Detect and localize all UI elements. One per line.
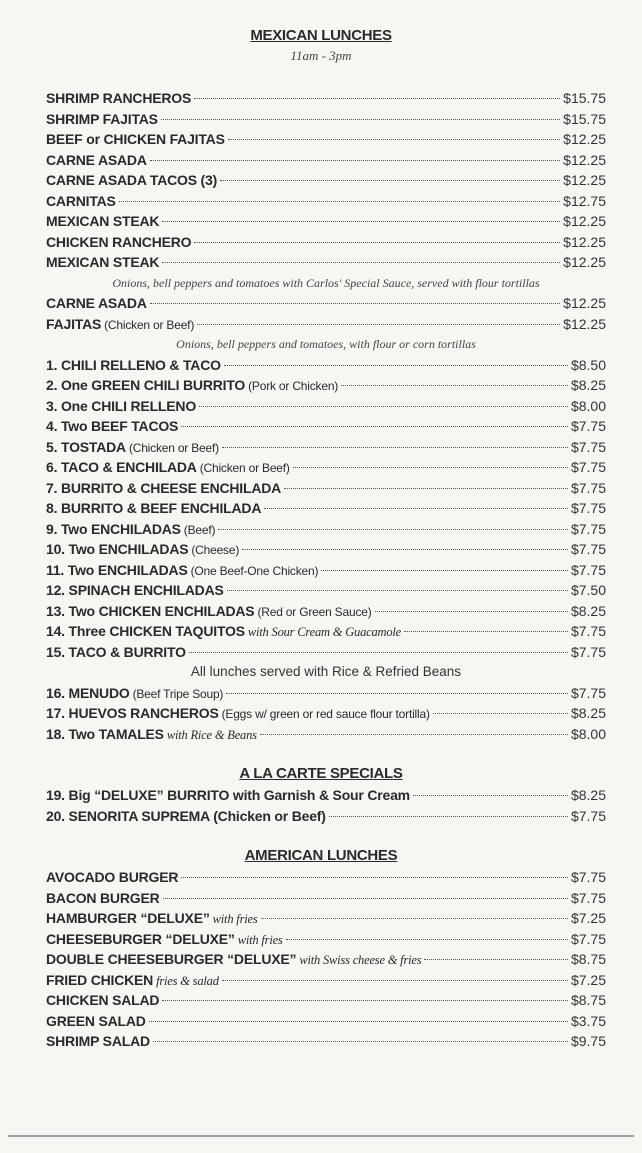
- item-description: (Beef): [183, 522, 216, 537]
- dot-leader: [286, 939, 568, 940]
- dot-leader: [222, 980, 568, 981]
- menu-item: [46, 642, 606, 663]
- item-price: $7.25: [570, 910, 606, 926]
- item-name: HAMBURGER “DELUXE”: [46, 910, 210, 926]
- menu-item: [46, 601, 606, 622]
- dot-leader: [189, 652, 568, 653]
- menu-item: [46, 498, 606, 519]
- dot-leader: [162, 262, 560, 263]
- item-description: (Chicken or Beef): [104, 317, 195, 332]
- item-name: CARNE ASADA: [46, 295, 147, 311]
- dot-leader: [424, 959, 568, 960]
- item-price: $8.25: [570, 705, 606, 721]
- item-name: 10. Two ENCHILADAS: [46, 541, 189, 557]
- item-name: BACON BURGER: [46, 889, 160, 906]
- dot-leader: [197, 324, 560, 325]
- menu-item: [46, 437, 606, 458]
- item-name: CHICKEN SALAD: [46, 992, 160, 1008]
- item-price: $15.75: [563, 110, 606, 127]
- item-price: $12.25: [563, 131, 606, 147]
- item-price: $7.75: [570, 479, 606, 496]
- item-name: SHRIMP FAJITAS: [46, 110, 158, 127]
- item-name: 3. One CHILI RELLENO: [46, 397, 197, 414]
- item-price: $8.00: [570, 725, 606, 742]
- dot-leader: [228, 139, 560, 140]
- item-description: with fries: [212, 912, 258, 926]
- menu-item: [46, 252, 606, 273]
- dot-leader: [149, 1021, 568, 1022]
- item-description: (Eggs w/ green or red sauce flour tortilla): [221, 707, 430, 721]
- item-price: $7.75: [570, 520, 606, 537]
- menu-item: [46, 621, 606, 642]
- item-price: $7.75: [570, 807, 606, 824]
- item-price: $9.75: [570, 1033, 606, 1049]
- menu-item: [46, 1031, 606, 1052]
- item-name: 8. BURRITO & BEEF ENCHILADA: [46, 500, 262, 516]
- item-price: $8.25: [570, 377, 606, 393]
- item-price: $8.25: [570, 787, 606, 803]
- dot-leader: [261, 918, 568, 919]
- item-description: (Cheese): [191, 543, 240, 557]
- item-name: 1. CHILI RELLENO & TACO: [46, 356, 221, 373]
- dot-leader: [162, 221, 560, 222]
- menu-item: [46, 970, 606, 991]
- item-name: 12. SPINACH ENCHILADAS: [46, 582, 224, 598]
- menu-item: [46, 314, 606, 335]
- item-price: $12.25: [563, 315, 606, 332]
- dot-leader: [194, 242, 560, 243]
- item-price: $7.75: [570, 643, 606, 660]
- menu-note: All lunches served with Rice & Refried Beans: [190, 664, 462, 679]
- menu-item: [46, 990, 606, 1011]
- menu-item: [46, 806, 606, 827]
- menu-item: [46, 457, 606, 478]
- item-price: $7.75: [570, 418, 606, 434]
- item-description: fries & salad: [156, 973, 219, 988]
- menu-item: [46, 867, 606, 888]
- dot-leader: [260, 734, 568, 735]
- menu-item: [46, 355, 606, 376]
- menu-item: [46, 929, 606, 950]
- item-price: $8.25: [570, 602, 606, 619]
- item-name: 16. MENUDO: [46, 684, 130, 701]
- item-name: CHICKEN RANCHERO: [46, 233, 192, 250]
- menu-item: [46, 560, 606, 581]
- item-name: 2. One GREEN CHILI BURRITO: [46, 377, 246, 393]
- item-price: $8.75: [570, 992, 606, 1008]
- item-price: $7.75: [570, 623, 606, 639]
- item-name: 9. Two ENCHILADAS: [46, 520, 181, 537]
- menu-note: Onions, bell peppers and tomatoes with Carlos' Special Sauce, served with flour tortillas: [112, 275, 540, 290]
- menu-item: [46, 191, 606, 212]
- item-name: 19. Big “DELUXE” BURRITO with Garnish & Sour Cream: [46, 787, 410, 803]
- dot-leader: [199, 406, 568, 407]
- item-price: $7.75: [570, 930, 606, 947]
- menu-item: [46, 949, 606, 970]
- item-name: FRIED CHICKEN: [46, 971, 154, 988]
- item-name: 15. TACO & BURRITO: [46, 643, 186, 660]
- item-price: $7.75: [570, 459, 606, 475]
- dot-leader: [433, 713, 568, 714]
- item-description: with Swiss cheese & fries: [299, 953, 422, 967]
- a-la-carte-list: [46, 785, 606, 826]
- item-name: GREEN SALAD: [46, 1012, 146, 1029]
- item-name: 13. Two CHICKEN ENCHILADAS: [46, 602, 255, 619]
- item-price: $3.75: [570, 1012, 606, 1029]
- item-price: $12.25: [563, 151, 606, 168]
- menu-item: [46, 232, 606, 253]
- item-price: $7.75: [570, 889, 606, 906]
- dot-leader: [404, 631, 568, 632]
- item-price: $15.75: [563, 90, 606, 106]
- item-price: $12.25: [563, 295, 606, 311]
- item-price: $7.75: [570, 869, 606, 885]
- menu-item: [46, 683, 606, 704]
- dot-leader: [264, 508, 568, 509]
- dot-leader: [321, 570, 568, 571]
- item-price: $7.75: [570, 561, 606, 578]
- item-name: MEXICAN STEAK: [46, 254, 160, 270]
- item-description: with fries: [237, 932, 283, 947]
- item-price: $7.25: [570, 971, 606, 988]
- item-name: 18. Two TAMALES: [46, 725, 164, 742]
- item-name: SHRIMP SALAD: [46, 1033, 150, 1049]
- mexican-lunches-title: MEXICAN LUNCHES: [250, 27, 392, 44]
- dot-leader: [375, 611, 568, 612]
- menu-item: [46, 109, 606, 130]
- menu-item: [46, 170, 606, 191]
- dot-leader: [181, 426, 568, 427]
- item-description: (One Beef-One Chicken): [190, 563, 319, 578]
- item-name: 20. SENORITA SUPREMA (Chicken or Beef): [46, 807, 326, 824]
- item-price: $12.25: [563, 172, 606, 188]
- bottom-divider: [8, 1135, 634, 1137]
- dot-leader: [119, 201, 560, 202]
- dot-leader: [162, 1000, 568, 1001]
- menu-item: [46, 519, 606, 540]
- menu-item: [46, 416, 606, 437]
- dot-leader: [293, 467, 568, 468]
- menu-item: [46, 539, 606, 560]
- dot-leader: [150, 160, 560, 161]
- menu-item: [46, 785, 606, 806]
- dot-leader: [226, 693, 568, 694]
- a-la-carte-title: A LA CARTE SPECIALS: [239, 765, 403, 782]
- dot-leader: [413, 795, 568, 796]
- mexican-lunches-list: [46, 88, 606, 744]
- item-name: CARNE ASADA TACOS (3): [46, 172, 218, 188]
- dot-leader: [242, 549, 568, 550]
- dot-leader: [227, 590, 568, 591]
- menu-item: [46, 888, 606, 909]
- item-price: $12.75: [563, 192, 606, 209]
- menu-item: [46, 478, 606, 499]
- item-name: CARNITAS: [46, 192, 116, 209]
- item-name: 6. TACO & ENCHILADA: [46, 459, 197, 475]
- item-price: $8.75: [570, 951, 606, 967]
- menu-item: [46, 129, 606, 150]
- menu-item: [46, 703, 606, 724]
- menu-item: [46, 724, 606, 745]
- item-description: (Chicken or Beef): [128, 440, 219, 455]
- item-price: $7.75: [570, 500, 606, 516]
- item-price: $12.25: [563, 213, 606, 229]
- lunch-hours: 11am - 3pm: [290, 48, 352, 63]
- item-price: $7.50: [570, 582, 606, 598]
- dot-leader: [341, 385, 568, 386]
- dot-leader: [153, 1041, 568, 1042]
- item-name: 17. HUEVOS RANCHEROS: [46, 705, 219, 721]
- item-description: (Red or Green Sauce): [257, 604, 372, 619]
- item-name: MEXICAN STEAK: [46, 213, 160, 229]
- menu-note: Onions, bell peppers and tomatoes, with flour or corn tortillas: [176, 337, 476, 351]
- item-description: with Sour Cream & Guacamole: [247, 625, 402, 639]
- dot-leader: [218, 529, 568, 530]
- item-name: BEEF or CHICKEN FAJITAS: [46, 131, 225, 147]
- american-lunches-list: [46, 867, 606, 1052]
- item-name: 5. TOSTADA: [46, 438, 126, 455]
- dot-leader: [163, 898, 568, 899]
- item-price: $8.00: [570, 397, 606, 414]
- dot-leader: [181, 877, 568, 878]
- menu-item: [46, 396, 606, 417]
- menu-item: [46, 580, 606, 601]
- item-name: DOUBLE CHEESEBURGER “DELUXE”: [46, 951, 297, 967]
- item-price: $8.50: [570, 356, 606, 373]
- dot-leader: [222, 447, 568, 448]
- item-description: (Pork or Chicken): [248, 379, 339, 393]
- item-name: CARNE ASADA: [46, 151, 147, 168]
- dot-leader: [150, 303, 560, 304]
- menu-item: [46, 375, 606, 396]
- menu-item: [46, 1011, 606, 1032]
- item-price: $7.75: [570, 684, 606, 701]
- item-price: $7.75: [570, 438, 606, 455]
- dot-leader: [194, 98, 560, 99]
- dot-leader: [220, 180, 560, 181]
- item-price: $12.25: [563, 233, 606, 250]
- dot-leader: [224, 365, 568, 366]
- item-name: CHEESEBURGER “DELUXE”: [46, 930, 235, 947]
- item-name: FAJITAS: [46, 315, 102, 332]
- dot-leader: [329, 816, 568, 817]
- menu-item: [46, 293, 606, 314]
- item-name: 11. Two ENCHILADAS: [46, 561, 188, 578]
- item-description: with Rice & Beans: [166, 727, 257, 742]
- item-price: $7.75: [570, 541, 606, 557]
- item-name: SHRIMP RANCHEROS: [46, 90, 192, 106]
- menu-item: [46, 150, 606, 171]
- item-description: (Beef Tripe Soup): [132, 686, 224, 701]
- dot-leader: [284, 488, 568, 489]
- item-name: AVOCADO BURGER: [46, 869, 179, 885]
- menu-item: [46, 88, 606, 109]
- american-lunches-title: AMERICAN LUNCHES: [244, 847, 398, 864]
- item-description: (Chicken or Beef): [199, 461, 290, 475]
- dot-leader: [161, 119, 560, 120]
- item-name: 7. BURRITO & CHEESE ENCHILADA: [46, 479, 282, 496]
- item-name: 14. Three CHICKEN TAQUITOS: [46, 623, 245, 639]
- item-name: 4. Two BEEF TACOS: [46, 418, 179, 434]
- item-price: $12.25: [563, 254, 606, 270]
- menu-item: [46, 908, 606, 929]
- menu-item: [46, 211, 606, 232]
